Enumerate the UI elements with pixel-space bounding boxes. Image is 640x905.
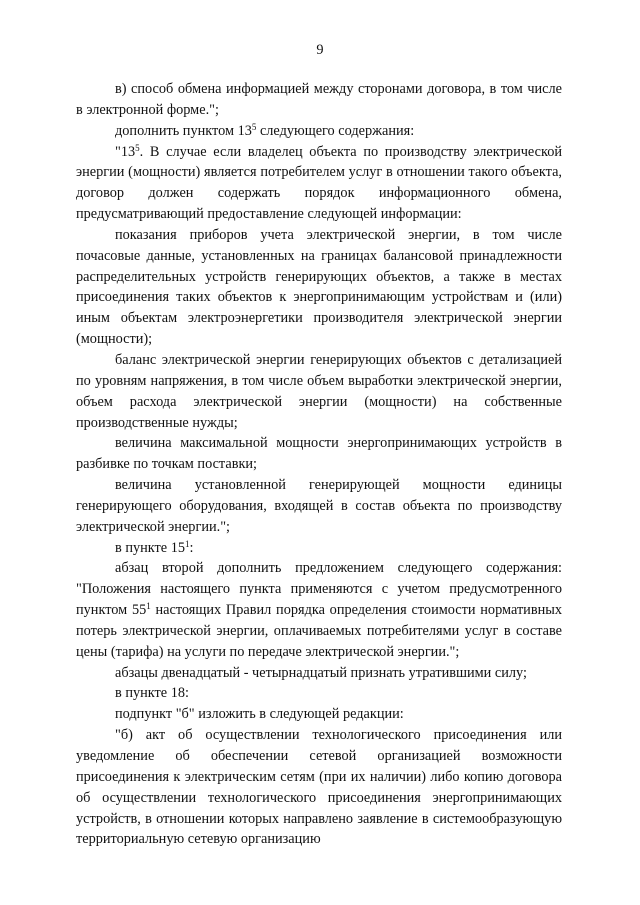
superscript: 5 xyxy=(135,142,140,153)
paragraph-11: в пункте 18: xyxy=(115,685,189,702)
paragraph-6: величина максимальной мощности энергопринимающих устройств в разбивке по точкам поставки; xyxy=(76,435,562,473)
paragraph-3-text-cont: . В случае если владелец объекта по производству электрической энергии (мощности) является потребителем услуг в отношении такого объекта, договор должен содержать порядок информационного обмена, предусматривающий предоставление следующей информации: xyxy=(76,143,562,223)
paragraph-9-text: абзац второй дополнить предложением следующего содержания: "Положения настоящего пункта применяются с учетом предусмотренного пунктом 55 xyxy=(76,560,562,619)
superscript: 5 xyxy=(251,121,257,132)
paragraph-9 xyxy=(76,558,562,662)
paragraph-5: баланс электрической энергии генерирующих объектов с детализацией по уровням напряжения, в том числе объем выработки электрической энергии, объем расхода электрической энергии (мощности) на собственные производственные нужды; xyxy=(76,351,562,431)
paragraph-9-text-cont: настоящих Правил порядка определения стоимости нормативных потерь электрической энергии, оплачиваемых потребителями услуг в составе цены (тарифа) на услуги по передаче электрической энергии."; xyxy=(76,602,562,660)
page-number: 9 xyxy=(316,42,324,58)
paragraph-3-text: "13 xyxy=(115,143,136,160)
paragraph-2-text: дополнить пунктом 13 xyxy=(115,122,252,139)
paragraph-2 xyxy=(76,121,562,142)
paragraph-8-text: в пункте 15 xyxy=(115,539,185,556)
paragraph-13: "б) акт об осуществлении технологического присоединения или уведомление об обеспечении сетевой организацией возможности присоединения к электрическим сетям (при их наличии) либо копию договора об осуществлении технологического присоединения энергопринимающих устройств, в отношении которых направлено заявление в системообразующую территориальную сетевую организацию xyxy=(76,727,562,848)
paragraph-8-text-cont: : xyxy=(189,539,194,556)
paragraph-12: подпункт "б" изложить в следующей редакции: xyxy=(115,706,404,723)
paragraph-1: в) способ обмена информацией между сторонами договора, в том числе в электронной форме."; xyxy=(76,81,562,118)
superscript: 1 xyxy=(185,538,190,549)
paragraph-2-text-cont: следующего содержания: xyxy=(256,122,415,139)
paragraph-3 xyxy=(76,142,562,225)
paragraph-10: абзацы двенадцатый - четырнадцатый признать утратившими силу; xyxy=(115,664,527,681)
paragraph-7: величина установленной генерирующей мощности единицы генерирующего оборудования, входящей в состав объекта по производству электрической энергии."; xyxy=(76,477,562,535)
document-body xyxy=(76,79,562,850)
superscript: 1 xyxy=(146,601,151,612)
paragraph-4: показания приборов учета электрической энергии, в том числе почасовые данные, установленных на границах балансовой принадлежности распределительных устройств генерирующих объектов, а также в местах присоединения таких объектов к энергопринимающим устройствам и (или) иным объектам электроэнергетики производителя электрической энергии (мощности); xyxy=(76,226,562,348)
paragraph-8 xyxy=(76,538,562,559)
